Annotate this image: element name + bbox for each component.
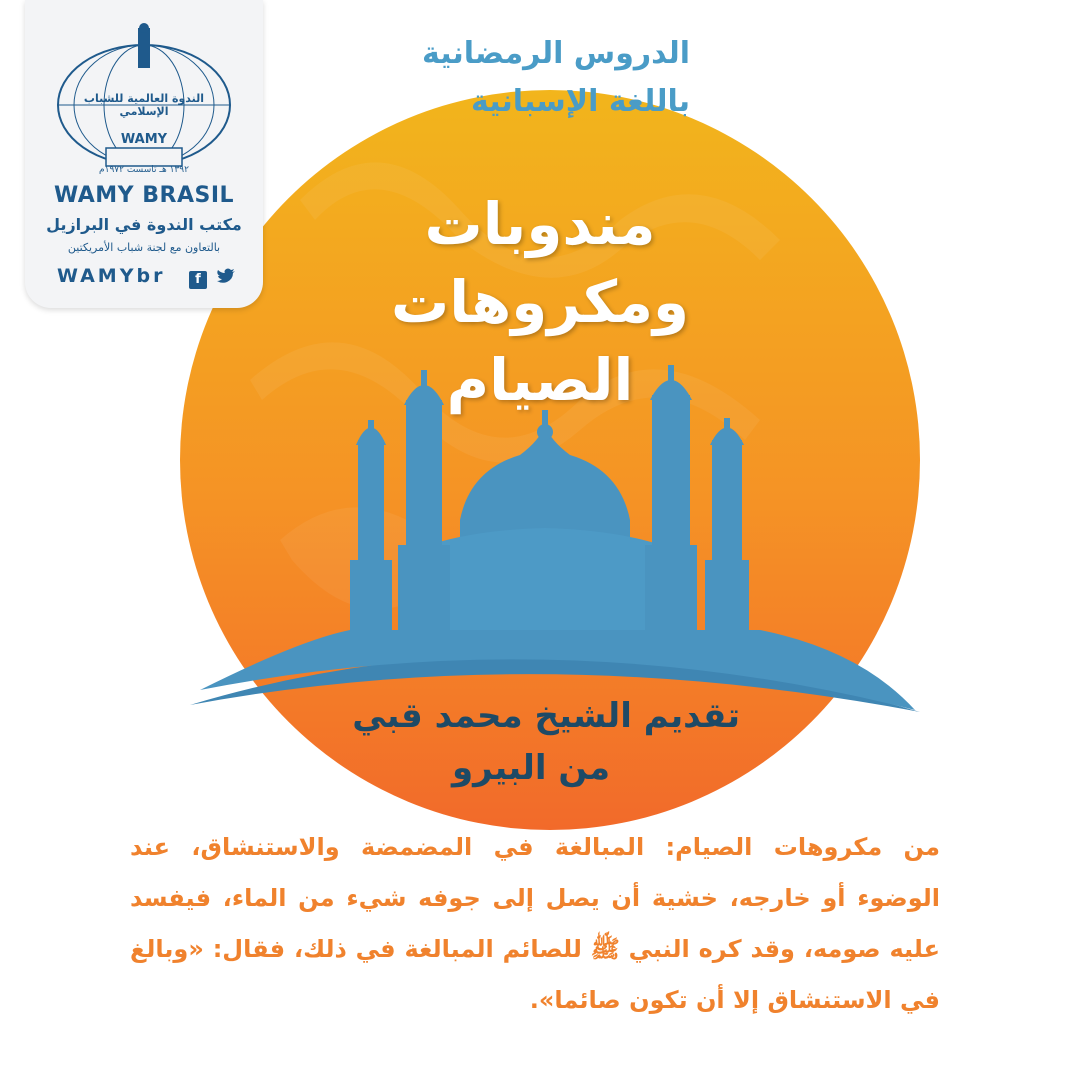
social-handle: WAMYbr [57, 265, 166, 287]
title-line3: الصيام [446, 346, 634, 414]
series-header [300, 30, 690, 126]
logo-brand: WAMY BRASIL [53, 183, 235, 208]
logo-partner-line: بالتعاون مع لجنة شباب الأمريكتين [67, 241, 221, 254]
title-line2: ومكروهات [390, 268, 690, 336]
logo-office-line: مكتب الندوة في البرازيل [46, 215, 242, 234]
presenter-line1: تقديم الشيخ محمد قبي [352, 696, 740, 736]
facebook-icon[interactable]: f [189, 271, 207, 289]
twitter-icon[interactable] [216, 268, 236, 286]
emblem-date: ١٣٩٢ هـ تاسست ١٩٧٢م [99, 165, 189, 175]
logo-card [25, 0, 263, 308]
series-header-line1: الدروس الرمضانية [422, 36, 690, 71]
emblem-text: الندوة العالمية للشباب الإسلامي [83, 92, 205, 118]
social-icons [189, 268, 236, 289]
body-paragraph: من مكروهات الصيام: المبالغة في المضمضة والاستنشاق، عند الوضوء أو خارجه، خشية أن يصل إلى جوفه شيء من الماء، فيفسد عليه صومه، وقد كره النبي ﷺ للصائم المبالغة في ذلك، فقال: «وبالغ في الاستنشاق إلا أن تكون صائما». [130, 833, 940, 1014]
main-title [340, 185, 740, 419]
series-header-line2: باللغة الإسبانية [471, 84, 690, 119]
presenter-block [200, 690, 740, 794]
emblem-abbr: WAMY [120, 132, 168, 147]
presenter-line2: من البيرو [452, 748, 610, 788]
title-line1: مندوبات [424, 190, 656, 258]
